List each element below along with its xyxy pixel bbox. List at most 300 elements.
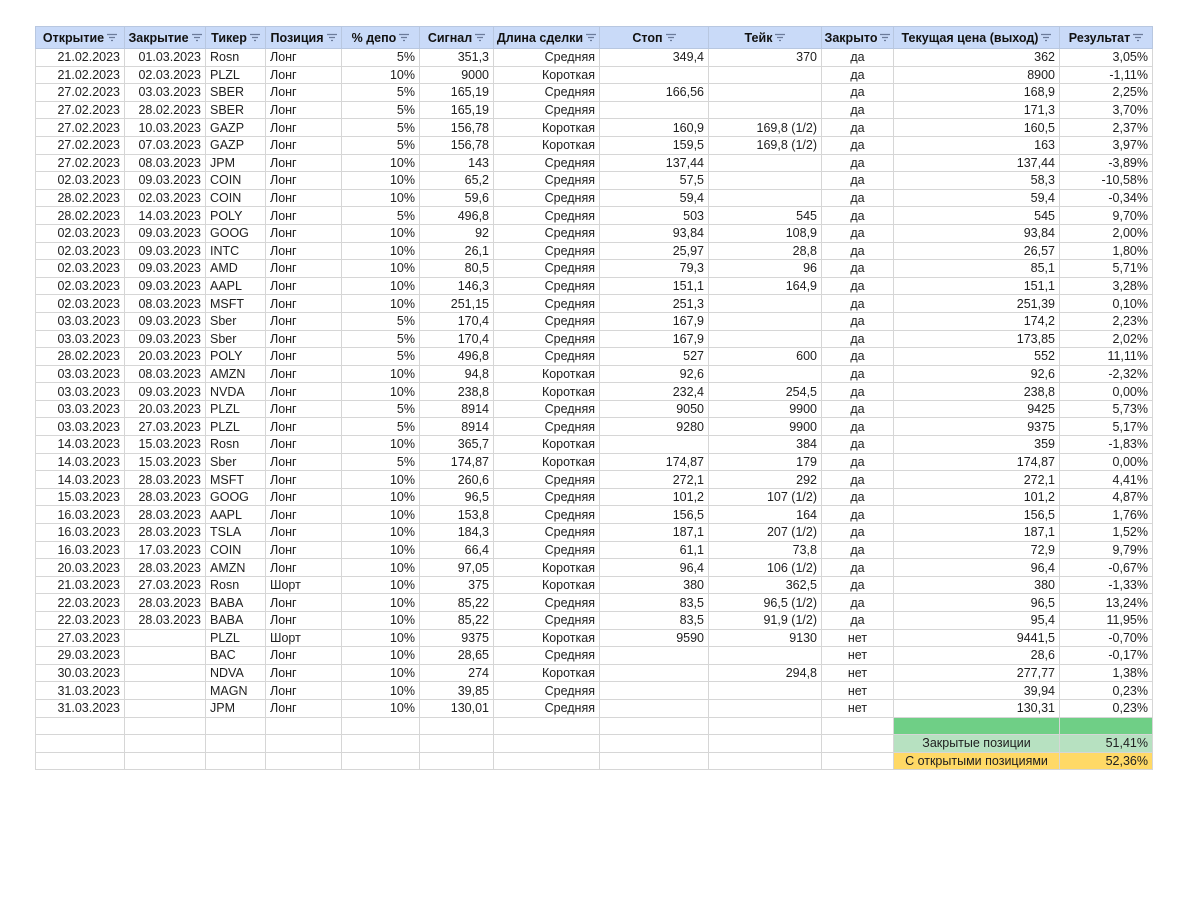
- deposit-percent-cell[interactable]: 10%: [342, 612, 420, 630]
- ticker-cell[interactable]: NVDA: [206, 383, 266, 401]
- current-price-cell[interactable]: 174,87: [894, 453, 1060, 471]
- take-cell[interactable]: 294,8: [709, 664, 822, 682]
- stop-cell[interactable]: [600, 101, 709, 119]
- current-price-cell[interactable]: 28,6: [894, 647, 1060, 665]
- stop-cell[interactable]: 251,3: [600, 295, 709, 313]
- close-date-cell[interactable]: 09.03.2023: [125, 224, 206, 242]
- position-cell[interactable]: Лонг: [266, 488, 342, 506]
- open-date-cell[interactable]: 27.02.2023: [36, 136, 125, 154]
- close-date-cell[interactable]: 09.03.2023: [125, 242, 206, 260]
- ticker-cell[interactable]: GOOG: [206, 224, 266, 242]
- close-date-cell[interactable]: [125, 647, 206, 665]
- closed-cell[interactable]: да: [822, 488, 894, 506]
- result-cell[interactable]: 0,10%: [1060, 295, 1153, 313]
- open-date-cell[interactable]: 28.02.2023: [36, 189, 125, 207]
- closed-cell[interactable]: да: [822, 541, 894, 559]
- position-cell[interactable]: Лонг: [266, 172, 342, 190]
- position-cell[interactable]: Лонг: [266, 189, 342, 207]
- trade-length-cell[interactable]: Средняя: [494, 295, 600, 313]
- position-cell[interactable]: Лонг: [266, 453, 342, 471]
- result-cell[interactable]: 9,79%: [1060, 541, 1153, 559]
- closed-cell[interactable]: да: [822, 471, 894, 489]
- stop-cell[interactable]: 503: [600, 207, 709, 225]
- ticker-cell[interactable]: Rosn: [206, 576, 266, 594]
- stop-cell[interactable]: 156,5: [600, 506, 709, 524]
- result-cell[interactable]: 3,70%: [1060, 101, 1153, 119]
- deposit-percent-cell[interactable]: 5%: [342, 101, 420, 119]
- take-cell[interactable]: 96,5 (1/2): [709, 594, 822, 612]
- open-date-cell[interactable]: 02.03.2023: [36, 242, 125, 260]
- deposit-percent-cell[interactable]: 10%: [342, 224, 420, 242]
- deposit-percent-cell[interactable]: 10%: [342, 436, 420, 454]
- current-price-cell[interactable]: 160,5: [894, 119, 1060, 137]
- current-price-cell[interactable]: 173,85: [894, 330, 1060, 348]
- close-date-cell[interactable]: 14.03.2023: [125, 207, 206, 225]
- stop-cell[interactable]: 61,1: [600, 541, 709, 559]
- stop-cell[interactable]: 79,3: [600, 260, 709, 278]
- take-cell[interactable]: [709, 101, 822, 119]
- result-cell[interactable]: -0,17%: [1060, 647, 1153, 665]
- trade-length-cell[interactable]: Короткая: [494, 119, 600, 137]
- close-date-cell[interactable]: 17.03.2023: [125, 541, 206, 559]
- signal-cell[interactable]: 65,2: [420, 172, 494, 190]
- deposit-percent-cell[interactable]: 10%: [342, 559, 420, 577]
- signal-cell[interactable]: 365,7: [420, 436, 494, 454]
- deposit-percent-cell[interactable]: 10%: [342, 154, 420, 172]
- position-cell[interactable]: Шорт: [266, 629, 342, 647]
- ticker-cell[interactable]: MSFT: [206, 295, 266, 313]
- closed-cell[interactable]: да: [822, 260, 894, 278]
- deposit-percent-cell[interactable]: 10%: [342, 242, 420, 260]
- current-price-cell[interactable]: 552: [894, 348, 1060, 366]
- closed-cell[interactable]: да: [822, 330, 894, 348]
- ticker-cell[interactable]: BABA: [206, 594, 266, 612]
- current-price-cell[interactable]: 171,3: [894, 101, 1060, 119]
- take-cell[interactable]: 164,9: [709, 277, 822, 295]
- signal-cell[interactable]: 174,87: [420, 453, 494, 471]
- position-cell[interactable]: Лонг: [266, 119, 342, 137]
- close-date-cell[interactable]: 02.03.2023: [125, 66, 206, 84]
- close-date-cell[interactable]: 27.03.2023: [125, 576, 206, 594]
- signal-cell[interactable]: 165,19: [420, 84, 494, 102]
- deposit-percent-cell[interactable]: 5%: [342, 400, 420, 418]
- ticker-cell[interactable]: GOOG: [206, 488, 266, 506]
- ticker-cell[interactable]: COIN: [206, 172, 266, 190]
- closed-cell[interactable]: да: [822, 207, 894, 225]
- ticker-cell[interactable]: BAC: [206, 647, 266, 665]
- position-cell[interactable]: Лонг: [266, 84, 342, 102]
- close-date-cell[interactable]: 20.03.2023: [125, 400, 206, 418]
- open-date-cell[interactable]: 20.03.2023: [36, 559, 125, 577]
- result-cell[interactable]: 2,23%: [1060, 312, 1153, 330]
- close-date-cell[interactable]: 08.03.2023: [125, 154, 206, 172]
- deposit-percent-cell[interactable]: 5%: [342, 418, 420, 436]
- result-cell[interactable]: 3,28%: [1060, 277, 1153, 295]
- ticker-cell[interactable]: BABA: [206, 612, 266, 630]
- signal-cell[interactable]: 130,01: [420, 699, 494, 717]
- signal-cell[interactable]: 170,4: [420, 312, 494, 330]
- take-cell[interactable]: 254,5: [709, 383, 822, 401]
- deposit-percent-cell[interactable]: 5%: [342, 207, 420, 225]
- result-cell[interactable]: 1,76%: [1060, 506, 1153, 524]
- open-date-cell[interactable]: 21.02.2023: [36, 49, 125, 67]
- close-date-cell[interactable]: 15.03.2023: [125, 436, 206, 454]
- take-cell[interactable]: 164: [709, 506, 822, 524]
- current-price-cell[interactable]: 380: [894, 576, 1060, 594]
- deposit-percent-cell[interactable]: 10%: [342, 189, 420, 207]
- take-cell[interactable]: [709, 84, 822, 102]
- ticker-cell[interactable]: PLZL: [206, 629, 266, 647]
- trade-length-cell[interactable]: Средняя: [494, 506, 600, 524]
- signal-cell[interactable]: 375: [420, 576, 494, 594]
- open-date-cell[interactable]: 02.03.2023: [36, 295, 125, 313]
- deposit-percent-cell[interactable]: 10%: [342, 647, 420, 665]
- deposit-percent-cell[interactable]: 10%: [342, 488, 420, 506]
- open-date-cell[interactable]: 16.03.2023: [36, 506, 125, 524]
- deposit-percent-cell[interactable]: 5%: [342, 453, 420, 471]
- position-cell[interactable]: Лонг: [266, 524, 342, 542]
- ticker-cell[interactable]: Rosn: [206, 49, 266, 67]
- current-price-cell[interactable]: 151,1: [894, 277, 1060, 295]
- ticker-cell[interactable]: SBER: [206, 84, 266, 102]
- open-date-cell[interactable]: 30.03.2023: [36, 664, 125, 682]
- position-cell[interactable]: Лонг: [266, 400, 342, 418]
- deposit-percent-cell[interactable]: 10%: [342, 66, 420, 84]
- signal-cell[interactable]: 9000: [420, 66, 494, 84]
- deposit-percent-cell[interactable]: 10%: [342, 541, 420, 559]
- result-cell[interactable]: 13,24%: [1060, 594, 1153, 612]
- signal-cell[interactable]: 59,6: [420, 189, 494, 207]
- close-date-cell[interactable]: 28.03.2023: [125, 524, 206, 542]
- open-date-cell[interactable]: 14.03.2023: [36, 471, 125, 489]
- ticker-cell[interactable]: PLZL: [206, 66, 266, 84]
- closed-cell[interactable]: да: [822, 84, 894, 102]
- position-cell[interactable]: Лонг: [266, 541, 342, 559]
- closed-positions-label[interactable]: Закрытые позиции: [894, 735, 1060, 753]
- position-cell[interactable]: Лонг: [266, 647, 342, 665]
- result-cell[interactable]: 0,23%: [1060, 682, 1153, 700]
- header-position[interactable]: [266, 27, 342, 49]
- filter-icon[interactable]: [586, 33, 596, 42]
- position-cell[interactable]: Лонг: [266, 436, 342, 454]
- position-cell[interactable]: Лонг: [266, 295, 342, 313]
- take-cell[interactable]: 107 (1/2): [709, 488, 822, 506]
- result-cell[interactable]: -2,32%: [1060, 365, 1153, 383]
- stop-cell[interactable]: 83,5: [600, 612, 709, 630]
- ticker-cell[interactable]: TSLA: [206, 524, 266, 542]
- take-cell[interactable]: 169,8 (1/2): [709, 136, 822, 154]
- open-date-cell[interactable]: 22.03.2023: [36, 612, 125, 630]
- take-cell[interactable]: 96: [709, 260, 822, 278]
- trade-length-cell[interactable]: Средняя: [494, 49, 600, 67]
- stop-cell[interactable]: 9590: [600, 629, 709, 647]
- result-cell[interactable]: 0,00%: [1060, 383, 1153, 401]
- current-price-cell[interactable]: 9425: [894, 400, 1060, 418]
- trade-length-cell[interactable]: Средняя: [494, 312, 600, 330]
- stop-cell[interactable]: 349,4: [600, 49, 709, 67]
- take-cell[interactable]: 169,8 (1/2): [709, 119, 822, 137]
- stop-cell[interactable]: 101,2: [600, 488, 709, 506]
- trade-length-cell[interactable]: Средняя: [494, 330, 600, 348]
- result-cell[interactable]: 0,00%: [1060, 453, 1153, 471]
- current-price-cell[interactable]: 187,1: [894, 524, 1060, 542]
- take-cell[interactable]: 370: [709, 49, 822, 67]
- trade-length-cell[interactable]: Средняя: [494, 348, 600, 366]
- trade-length-cell[interactable]: Средняя: [494, 207, 600, 225]
- position-cell[interactable]: Лонг: [266, 242, 342, 260]
- filter-icon[interactable]: [1041, 33, 1051, 42]
- trade-length-cell[interactable]: Средняя: [494, 612, 600, 630]
- result-cell[interactable]: 11,11%: [1060, 348, 1153, 366]
- current-price-cell[interactable]: 362: [894, 49, 1060, 67]
- signal-cell[interactable]: 274: [420, 664, 494, 682]
- position-cell[interactable]: Лонг: [266, 664, 342, 682]
- result-cell[interactable]: 2,25%: [1060, 84, 1153, 102]
- filter-icon[interactable]: [192, 33, 202, 42]
- current-price-cell[interactable]: 93,84: [894, 224, 1060, 242]
- open-date-cell[interactable]: 03.03.2023: [36, 312, 125, 330]
- closed-cell[interactable]: да: [822, 49, 894, 67]
- current-price-cell[interactable]: 277,77: [894, 664, 1060, 682]
- filter-icon[interactable]: [666, 33, 676, 42]
- deposit-percent-cell[interactable]: 5%: [342, 348, 420, 366]
- closed-cell[interactable]: да: [822, 383, 894, 401]
- position-cell[interactable]: Лонг: [266, 154, 342, 172]
- trade-length-cell[interactable]: Средняя: [494, 647, 600, 665]
- ticker-cell[interactable]: JPM: [206, 154, 266, 172]
- close-date-cell[interactable]: 28.03.2023: [125, 471, 206, 489]
- result-cell[interactable]: 2,02%: [1060, 330, 1153, 348]
- current-price-cell[interactable]: 72,9: [894, 541, 1060, 559]
- close-date-cell[interactable]: [125, 682, 206, 700]
- signal-cell[interactable]: 66,4: [420, 541, 494, 559]
- result-cell[interactable]: 1,52%: [1060, 524, 1153, 542]
- signal-cell[interactable]: 85,22: [420, 594, 494, 612]
- close-date-cell[interactable]: 10.03.2023: [125, 119, 206, 137]
- take-cell[interactable]: 9130: [709, 629, 822, 647]
- open-date-cell[interactable]: 31.03.2023: [36, 699, 125, 717]
- position-cell[interactable]: Лонг: [266, 224, 342, 242]
- closed-cell[interactable]: да: [822, 612, 894, 630]
- open-date-cell[interactable]: 29.03.2023: [36, 647, 125, 665]
- trade-length-cell[interactable]: Средняя: [494, 699, 600, 717]
- stop-cell[interactable]: 167,9: [600, 330, 709, 348]
- deposit-percent-cell[interactable]: 10%: [342, 524, 420, 542]
- result-cell[interactable]: 3,97%: [1060, 136, 1153, 154]
- close-date-cell[interactable]: 28.03.2023: [125, 594, 206, 612]
- current-price-cell[interactable]: 8900: [894, 66, 1060, 84]
- ticker-cell[interactable]: Sber: [206, 330, 266, 348]
- result-cell[interactable]: -10,58%: [1060, 172, 1153, 190]
- stop-cell[interactable]: 92,6: [600, 365, 709, 383]
- result-cell[interactable]: 5,73%: [1060, 400, 1153, 418]
- filter-icon[interactable]: [775, 33, 785, 42]
- result-cell[interactable]: 5,71%: [1060, 260, 1153, 278]
- signal-cell[interactable]: 153,8: [420, 506, 494, 524]
- position-cell[interactable]: Лонг: [266, 330, 342, 348]
- current-price-cell[interactable]: 96,4: [894, 559, 1060, 577]
- result-cell[interactable]: 2,37%: [1060, 119, 1153, 137]
- open-date-cell[interactable]: 03.03.2023: [36, 418, 125, 436]
- take-cell[interactable]: 106 (1/2): [709, 559, 822, 577]
- result-cell[interactable]: 5,17%: [1060, 418, 1153, 436]
- deposit-percent-cell[interactable]: 10%: [342, 629, 420, 647]
- current-price-cell[interactable]: 101,2: [894, 488, 1060, 506]
- trade-length-cell[interactable]: Средняя: [494, 400, 600, 418]
- open-date-cell[interactable]: 27.03.2023: [36, 629, 125, 647]
- close-date-cell[interactable]: 28.03.2023: [125, 488, 206, 506]
- trade-length-cell[interactable]: Средняя: [494, 418, 600, 436]
- close-date-cell[interactable]: 09.03.2023: [125, 312, 206, 330]
- ticker-cell[interactable]: AAPL: [206, 277, 266, 295]
- ticker-cell[interactable]: JPM: [206, 699, 266, 717]
- deposit-percent-cell[interactable]: 10%: [342, 471, 420, 489]
- position-cell[interactable]: Лонг: [266, 365, 342, 383]
- result-cell[interactable]: -0,70%: [1060, 629, 1153, 647]
- current-price-cell[interactable]: 58,3: [894, 172, 1060, 190]
- stop-cell[interactable]: 174,87: [600, 453, 709, 471]
- trade-length-cell[interactable]: Короткая: [494, 365, 600, 383]
- close-date-cell[interactable]: 07.03.2023: [125, 136, 206, 154]
- stop-cell[interactable]: [600, 66, 709, 84]
- open-date-cell[interactable]: 03.03.2023: [36, 400, 125, 418]
- trade-length-cell[interactable]: Короткая: [494, 383, 600, 401]
- current-price-cell[interactable]: 545: [894, 207, 1060, 225]
- current-price-cell[interactable]: 95,4: [894, 612, 1060, 630]
- closed-cell[interactable]: да: [822, 348, 894, 366]
- ticker-cell[interactable]: INTC: [206, 242, 266, 260]
- close-date-cell[interactable]: 09.03.2023: [125, 260, 206, 278]
- close-date-cell[interactable]: 08.03.2023: [125, 295, 206, 313]
- signal-cell[interactable]: 96,5: [420, 488, 494, 506]
- ticker-cell[interactable]: GAZP: [206, 136, 266, 154]
- take-cell[interactable]: 9900: [709, 400, 822, 418]
- trade-length-cell[interactable]: Средняя: [494, 471, 600, 489]
- current-price-cell[interactable]: 85,1: [894, 260, 1060, 278]
- signal-cell[interactable]: 165,19: [420, 101, 494, 119]
- deposit-percent-cell[interactable]: 10%: [342, 172, 420, 190]
- stop-cell[interactable]: 232,4: [600, 383, 709, 401]
- take-cell[interactable]: 179: [709, 453, 822, 471]
- closed-positions-value[interactable]: 51,41%: [1060, 735, 1153, 753]
- close-date-cell[interactable]: 08.03.2023: [125, 365, 206, 383]
- position-cell[interactable]: Лонг: [266, 66, 342, 84]
- signal-cell[interactable]: 156,78: [420, 136, 494, 154]
- closed-cell[interactable]: да: [822, 66, 894, 84]
- current-price-cell[interactable]: 130,31: [894, 699, 1060, 717]
- current-price-cell[interactable]: 174,2: [894, 312, 1060, 330]
- result-cell[interactable]: 9,70%: [1060, 207, 1153, 225]
- close-date-cell[interactable]: 28.03.2023: [125, 559, 206, 577]
- signal-cell[interactable]: 80,5: [420, 260, 494, 278]
- deposit-percent-cell[interactable]: 10%: [342, 365, 420, 383]
- stop-cell[interactable]: 167,9: [600, 312, 709, 330]
- deposit-percent-cell[interactable]: 10%: [342, 383, 420, 401]
- ticker-cell[interactable]: AAPL: [206, 506, 266, 524]
- signal-cell[interactable]: 146,3: [420, 277, 494, 295]
- open-date-cell[interactable]: 14.03.2023: [36, 453, 125, 471]
- result-cell[interactable]: 2,00%: [1060, 224, 1153, 242]
- current-price-cell[interactable]: 168,9: [894, 84, 1060, 102]
- current-price-cell[interactable]: 238,8: [894, 383, 1060, 401]
- close-date-cell[interactable]: 01.03.2023: [125, 49, 206, 67]
- signal-cell[interactable]: 92: [420, 224, 494, 242]
- deposit-percent-cell[interactable]: 10%: [342, 576, 420, 594]
- signal-cell[interactable]: 496,8: [420, 348, 494, 366]
- take-cell[interactable]: [709, 154, 822, 172]
- result-cell[interactable]: -0,67%: [1060, 559, 1153, 577]
- ticker-cell[interactable]: NDVA: [206, 664, 266, 682]
- position-cell[interactable]: Лонг: [266, 101, 342, 119]
- take-cell[interactable]: 600: [709, 348, 822, 366]
- close-date-cell[interactable]: 28.03.2023: [125, 506, 206, 524]
- result-cell[interactable]: -1,33%: [1060, 576, 1153, 594]
- open-date-cell[interactable]: 15.03.2023: [36, 488, 125, 506]
- trade-length-cell[interactable]: Короткая: [494, 576, 600, 594]
- stop-cell[interactable]: 166,56: [600, 84, 709, 102]
- closed-cell[interactable]: да: [822, 524, 894, 542]
- filter-icon[interactable]: [1133, 33, 1143, 42]
- signal-cell[interactable]: 28,65: [420, 647, 494, 665]
- signal-cell[interactable]: 94,8: [420, 365, 494, 383]
- trade-length-cell[interactable]: Средняя: [494, 101, 600, 119]
- open-date-cell[interactable]: 27.02.2023: [36, 119, 125, 137]
- open-date-cell[interactable]: 16.03.2023: [36, 524, 125, 542]
- take-cell[interactable]: 384: [709, 436, 822, 454]
- take-cell[interactable]: [709, 172, 822, 190]
- current-price-cell[interactable]: 272,1: [894, 471, 1060, 489]
- close-date-cell[interactable]: 02.03.2023: [125, 189, 206, 207]
- open-date-cell[interactable]: 31.03.2023: [36, 682, 125, 700]
- ticker-cell[interactable]: PLZL: [206, 418, 266, 436]
- close-date-cell[interactable]: 09.03.2023: [125, 330, 206, 348]
- closed-cell[interactable]: да: [822, 277, 894, 295]
- trade-length-cell[interactable]: Короткая: [494, 629, 600, 647]
- closed-cell[interactable]: да: [822, 224, 894, 242]
- closed-cell[interactable]: да: [822, 119, 894, 137]
- take-cell[interactable]: [709, 66, 822, 84]
- trade-length-cell[interactable]: Средняя: [494, 242, 600, 260]
- open-date-cell[interactable]: 28.02.2023: [36, 348, 125, 366]
- closed-cell[interactable]: да: [822, 576, 894, 594]
- signal-cell[interactable]: 156,78: [420, 119, 494, 137]
- take-cell[interactable]: [709, 189, 822, 207]
- position-cell[interactable]: Лонг: [266, 471, 342, 489]
- signal-cell[interactable]: 251,15: [420, 295, 494, 313]
- signal-cell[interactable]: 496,8: [420, 207, 494, 225]
- trade-length-cell[interactable]: Средняя: [494, 682, 600, 700]
- stop-cell[interactable]: 380: [600, 576, 709, 594]
- filter-icon[interactable]: [250, 33, 260, 42]
- open-date-cell[interactable]: 27.02.2023: [36, 84, 125, 102]
- closed-cell[interactable]: нет: [822, 664, 894, 682]
- current-price-cell[interactable]: 26,57: [894, 242, 1060, 260]
- filter-icon[interactable]: [327, 33, 337, 42]
- close-date-cell[interactable]: 03.03.2023: [125, 84, 206, 102]
- trade-length-cell[interactable]: Средняя: [494, 189, 600, 207]
- close-date-cell[interactable]: [125, 629, 206, 647]
- closed-cell[interactable]: да: [822, 295, 894, 313]
- closed-cell[interactable]: да: [822, 242, 894, 260]
- position-cell[interactable]: Лонг: [266, 207, 342, 225]
- closed-cell[interactable]: нет: [822, 682, 894, 700]
- closed-cell[interactable]: да: [822, 559, 894, 577]
- signal-cell[interactable]: 170,4: [420, 330, 494, 348]
- ticker-cell[interactable]: SBER: [206, 101, 266, 119]
- take-cell[interactable]: 9900: [709, 418, 822, 436]
- header-open-date[interactable]: [36, 27, 125, 49]
- position-cell[interactable]: Лонг: [266, 594, 342, 612]
